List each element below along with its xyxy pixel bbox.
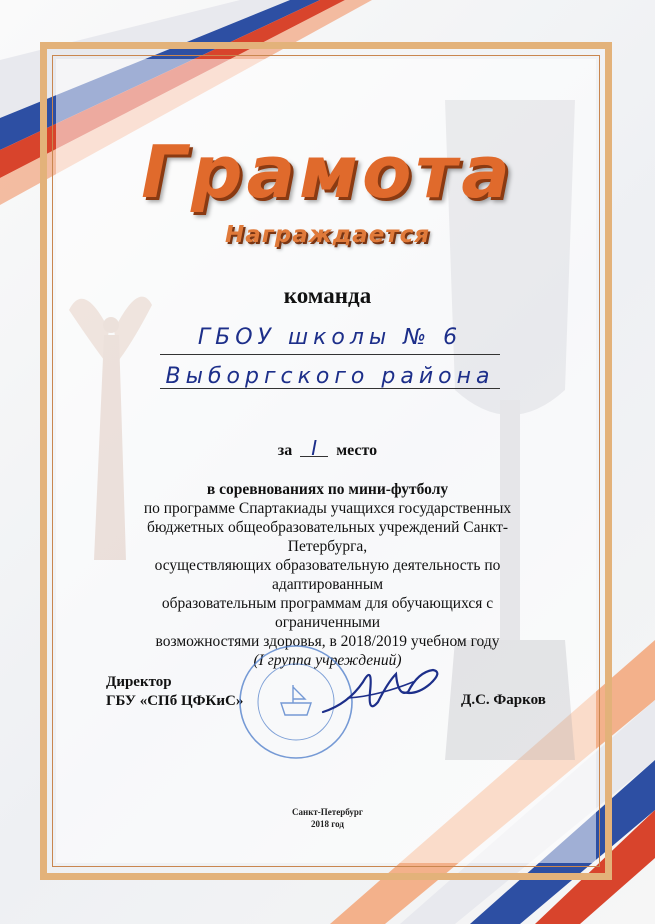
description-line: осуществляющих образовательную деятельность по адаптированным [154,557,501,593]
description-line: образовательным программам для обучающихся с ограниченными [161,595,494,631]
signatory-role-line-2: ГБУ «СПб ЦФКиС» [106,693,244,709]
place-suffix: место [336,442,378,459]
signatory-name: Д.С. Фарков [461,692,546,708]
competition-name: в соревнованиях по мини-футболу [206,481,449,498]
place-line [0,436,655,460]
team-name-line-1: ГБОУ школы № 6 [197,325,463,350]
signatory-role [106,673,243,711]
award-description [110,480,545,670]
team-label: команда [283,283,372,308]
place-and-year [0,806,655,830]
handwriting-underline-2 [160,388,500,389]
city-name: Санкт-Петербург [292,807,363,817]
issue-year: 2018 год [311,819,344,829]
signature-icon [318,652,448,724]
description-line: возможностями здоровья, в 2018/2019 учебном году [155,633,500,650]
description-line: по программе Спартакиады учащихся государственных [143,500,512,517]
handwriting-underline-1 [160,354,500,355]
team-name-line-2: Выборгского района [165,364,495,389]
awarded-label: Награждается [224,222,431,248]
group-note: (I группа учреждений) [253,652,402,669]
certificate-title: Грамота [141,130,514,214]
description-line: бюджетных общеобразовательных учреждений Санкт-Петербурга, [146,519,509,555]
signatory-role-line-1: Директор [106,674,172,690]
place-prefix: за [277,442,293,459]
place-value: I [300,440,328,457]
